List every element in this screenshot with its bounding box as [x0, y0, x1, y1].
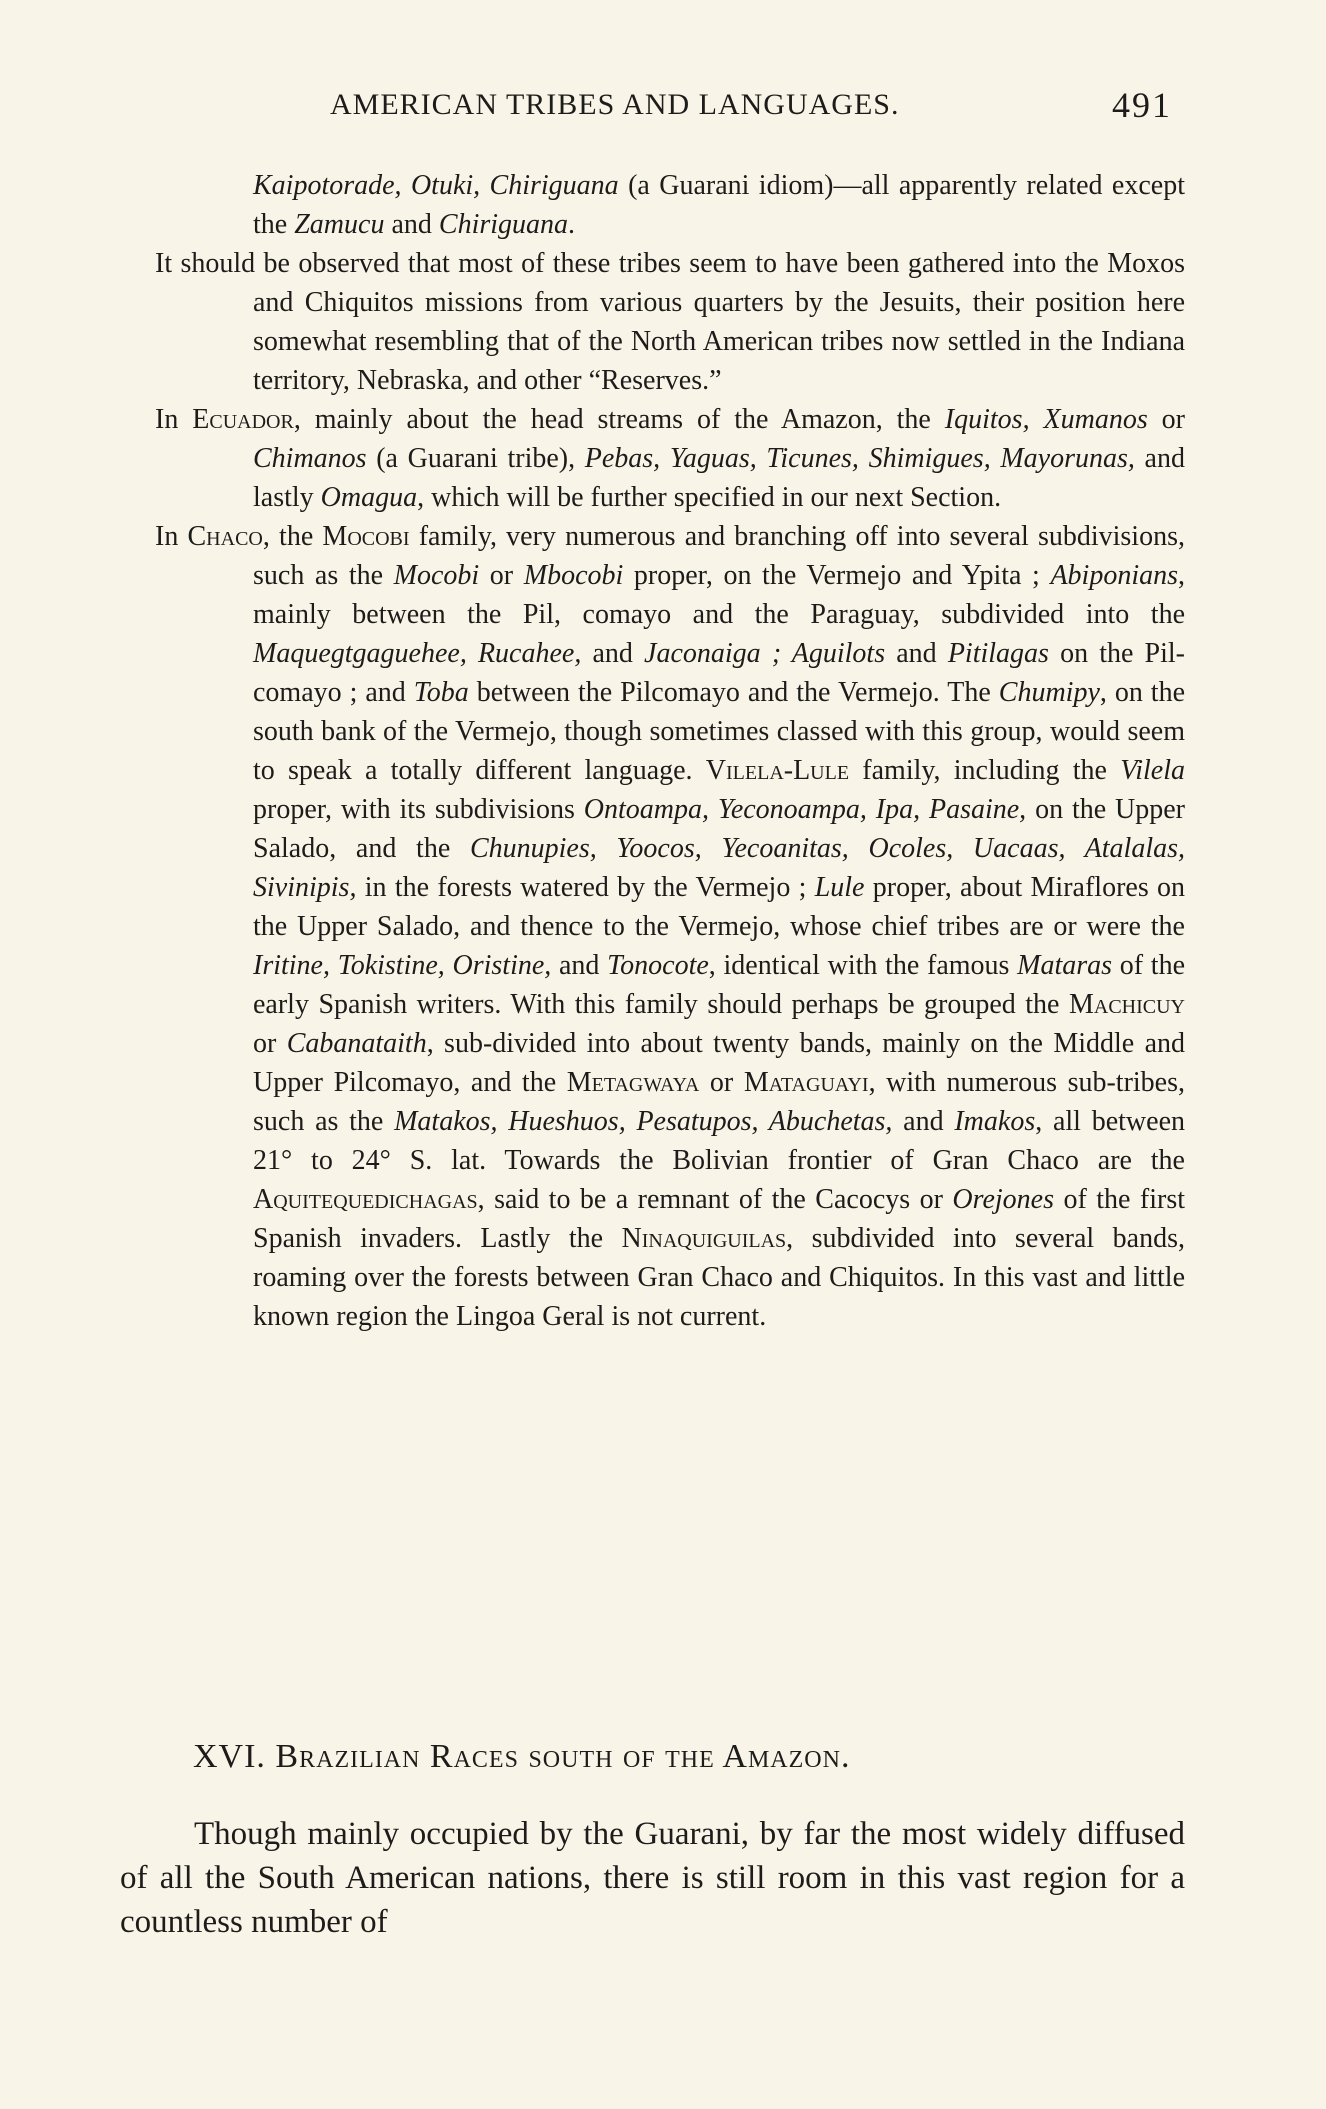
- page-number: 491: [1112, 85, 1172, 125]
- intro-paragraph: Though mainly occupied by the Guarani, by far the most widely diffused of all the South American nations, there is still room in this vast region for a countless number of: [120, 1816, 1185, 1940]
- paragraph-chaco: In Chaco, the Mocobi family, very numerous and branching off into several subdivisions, such as the Mocobi or Mbocobi proper, on the Vermejo and Ypita ; Abiponians, mainly between the Pil, comayo and the Paraguay, subdivided into the Maquegtgaguehee, Rucahee, and Jaconaiga ; Aguilots and Pitilagas on the Pil-comayo ; and Toba between the Pilcomayo and the Vermejo. The Chumipy, on the south bank of the Vermejo, though sometimes classed with this group, would seem to speak a totally different language. Vilela-Lule family, including the Vilela proper, with its subdivisions Ontoampa, Yeconoampa, Ipa, Pasaine, on the Upper Salado, and the Chunupies, Yoocos, Yecoanitas, Ocoles, Uacaas, Atalalas, Sivinipis, in the forests watered by the Vermejo ; Lule proper, about Miraflores on the Upper Salado, and thence to the Vermejo, whose chief tribes are or were the Iritine, Tokistine, Oristine, and Tonocote, identical with the famous Mataras of the early Spanish writers. With this family should perhaps be grouped the Machicuy or Cabanataith, sub-divided into about twenty bands, mainly on the Middle and Upper Pilcomayo, and the Metagwaya or Mataguayi, with numerous sub-tribes, such as the Matakos, Hueshuos, Pesatupos, Abuchetas, and Imakos, all between 21° to 24° S. lat. Towards the Bolivian frontier of Gran Chaco are the Aquitequedichagas, said to be a remnant of the Cacocys or Orejones of the first Spanish invaders. Lastly the Ninaquiguilas, subdivided into several bands, roaming over the forests between Gran Chaco and Chiquitos. In this vast and little known region the Lingoa Geral is not current.: [155, 521, 1186, 1332]
- section-intro: [120, 1812, 1185, 1944]
- paragraph-continuation: Kaipotorade, Otuki, Chiriguana (a Guarani idiom)—all apparently related except the Zamucu and Chiriguana.: [253, 170, 1185, 240]
- body-text: [155, 166, 1185, 1336]
- running-head: [330, 85, 1172, 132]
- section-heading: XVI. Brazilian Races south of the Amazon.: [193, 1738, 851, 1775]
- paragraph-jesuit-missions: It should be observed that most of these tribes seem to have been gathered into the Moxos and Chiquitos missions from various quarters by the Jesuits, their position here somewhat resembling that of the North American tribes now settled in the Indiana territory, Nebraska, and other “Reserves.”: [155, 248, 1185, 396]
- paragraph-ecuador: In Ecuador, mainly about the head streams of the Amazon, the Iquitos, Xumanos or Chimanos (a Guarani tribe), Pebas, Yaguas, Ticunes, Shimigues, Mayorunas, and lastly Omagua, which will be further specified in our next Section.: [155, 404, 1185, 513]
- running-title: AMERICAN TRIBES AND LANGUAGES.: [330, 88, 900, 121]
